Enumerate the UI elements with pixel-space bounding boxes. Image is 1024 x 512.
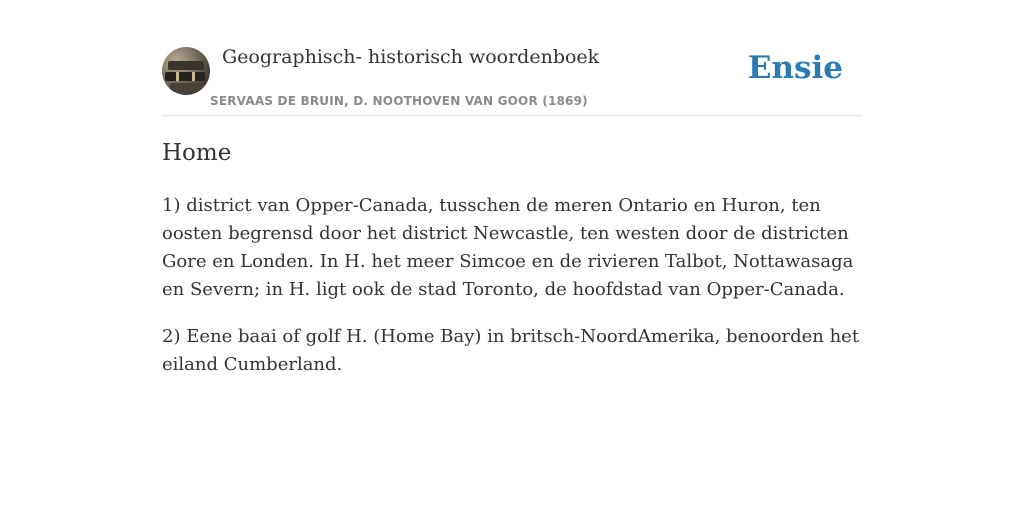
book-band-icon (192, 72, 195, 81)
book-spine-icon (165, 72, 205, 81)
book-spine-icon (168, 61, 204, 70)
content-container (162, 0, 862, 375)
book-header (162, 0, 862, 116)
definition-paragraph: 1) district van Opper-Canada, tusschen de meren Ontario en Huron, ten oosten begrensd door het district Newcastle, ten westen door de districten Gore en Londen. In H. het meer Simcoe en de rivieren Talbot, Nottawasaga en Severn; in H. ligt ook de stad Toronto, de hoofdstad van Opper-Canada. (162, 195, 854, 300)
book-band-icon (176, 72, 179, 81)
entry-title: Home (162, 140, 232, 166)
entry-definitions (162, 192, 862, 398)
book-title-link[interactable]: Geographisch- historisch woordenboek (222, 46, 600, 68)
book-spine-icon (170, 83, 204, 92)
book-avatar[interactable] (162, 47, 210, 95)
ensie-logo-link[interactable]: Ensie (747, 50, 843, 86)
definition-paragraph: 2) Eene baai of golf H. (Home Bay) in britsch-NoordAmerika, benoorden het eiland Cumberland. (162, 326, 860, 375)
book-author-year: SERVAAS DE BRUIN, D. NOOTHOVEN VAN GOOR (1869) (210, 94, 588, 108)
